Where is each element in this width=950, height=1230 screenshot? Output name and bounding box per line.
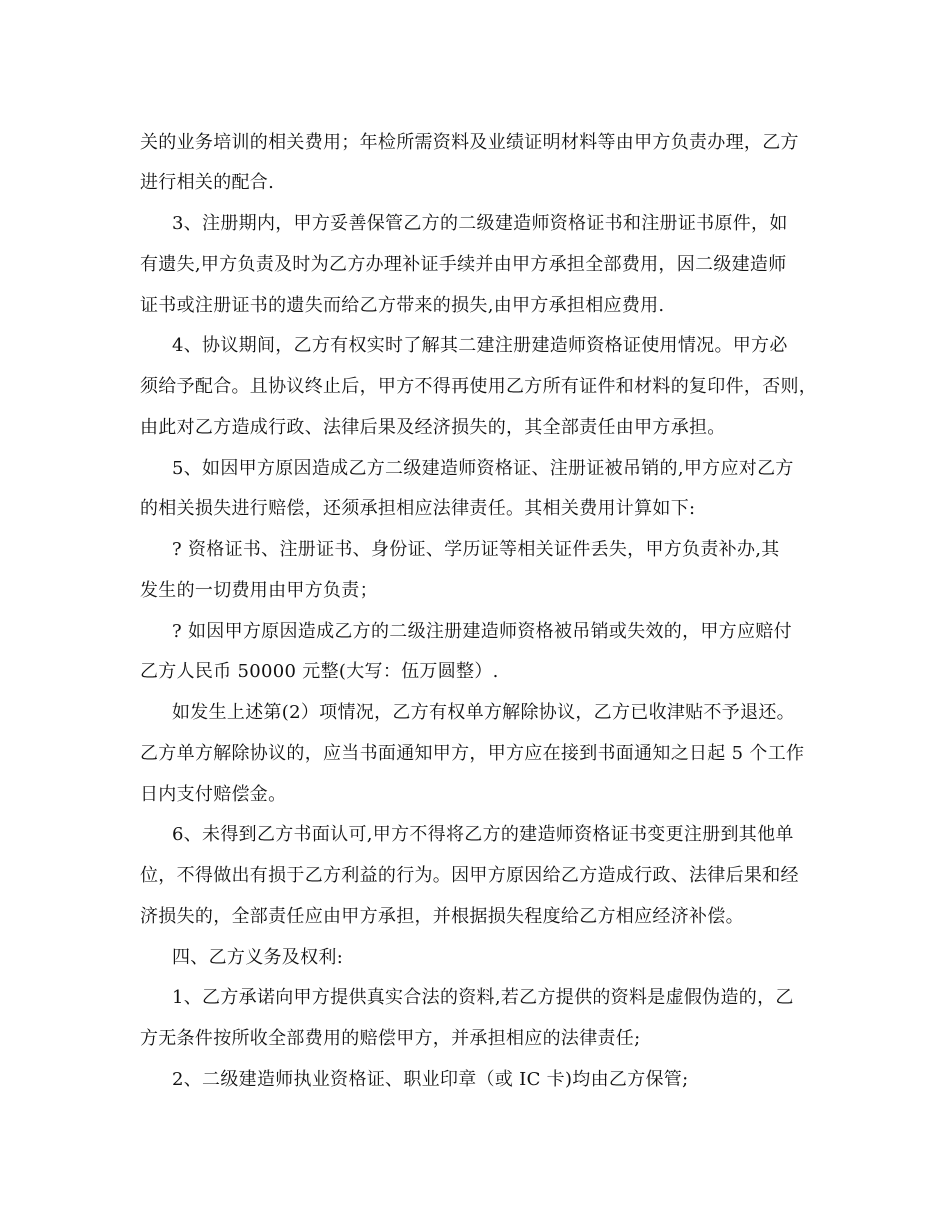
- text-line: 的相关损失进行赔偿，还须承担相应法律责任。其相关费用计算如下:: [140, 498, 696, 519]
- text-line: 关的业务培训的相关费用；年检所需资料及业绩证明材料等由甲方负责办理，乙方: [140, 132, 799, 153]
- text-line: 由此对乙方造成行政、法律后果及经济损失的，其全部责任由甲方承担。: [140, 417, 726, 438]
- text-line: 济损失的，全部责任应由甲方承担，并根据损失程度给乙方相应经济补偿。: [140, 906, 744, 927]
- text-line: 日内支付赔偿金。: [140, 784, 287, 805]
- text-line: 4、协议期间，乙方有权实时了解其二建注册建造师资格证使用情况。甲方必: [172, 335, 788, 356]
- text-line: 位，不得做出有损于乙方利益的行为。因甲方原因给乙方造成行政、法律后果和经: [140, 865, 799, 886]
- text-line: 方无条件按所收全部费用的赔偿甲方，并承担相应的法律责任;: [140, 1028, 641, 1049]
- text-line: 乙方人民币 50000 元整(大写：伍万圆整）.: [140, 661, 499, 682]
- text-line: 6、未得到乙方书面认可,甲方不得将乙方的建造师资格证书变更注册到其他单: [172, 824, 794, 845]
- text-line: ? 如因甲方原因造成乙方的二级注册建造师资格被吊销或失效的，甲方应赔付: [172, 621, 792, 642]
- text-line: ? 资格证书、注册证书、身份证、学历证等相关证件丢失，甲方负责补办,其: [172, 539, 780, 560]
- text-line: 2、二级建造师执业资格证、职业印章（或 IC 卡)均由乙方保管;: [172, 1069, 689, 1090]
- text-line: 须给予配合。且协议终止后，甲方不得再使用乙方所有证件和材料的复印件，否则，: [140, 376, 818, 397]
- text-line: 乙方单方解除协议的，应当书面通知甲方，甲方应在接到书面通知之日起 5 个工作: [140, 743, 805, 764]
- text-line: 1、乙方承诺向甲方提供真实合法的资料,若乙方提供的资料是虚假伪造的，乙: [172, 987, 794, 1008]
- text-line: 发生的一切费用由甲方负责；: [140, 580, 378, 601]
- text-line: 进行相关的配合.: [140, 172, 275, 193]
- text-line: 证书或注册证书的遗失而给乙方带来的损失,由甲方承担相应费用.: [140, 295, 665, 316]
- text-line: 如发生上述第(2）项情况，乙方有权单方解除协议，乙方已收津贴不予退还。: [172, 702, 795, 723]
- text-line: 有遗失,甲方负责及时为乙方办理补证手续并由甲方承担全部费用，因二级建造师: [140, 254, 787, 275]
- text-line: 5、如因甲方原因造成乙方二级建造师资格证、注册证被吊销的,甲方应对乙方: [172, 458, 794, 479]
- text-line: 3、注册期内，甲方妥善保管乙方的二级建造师资格证书和注册证书原件，如: [172, 213, 788, 234]
- section-heading: 四、乙方义务及权利:: [172, 947, 344, 968]
